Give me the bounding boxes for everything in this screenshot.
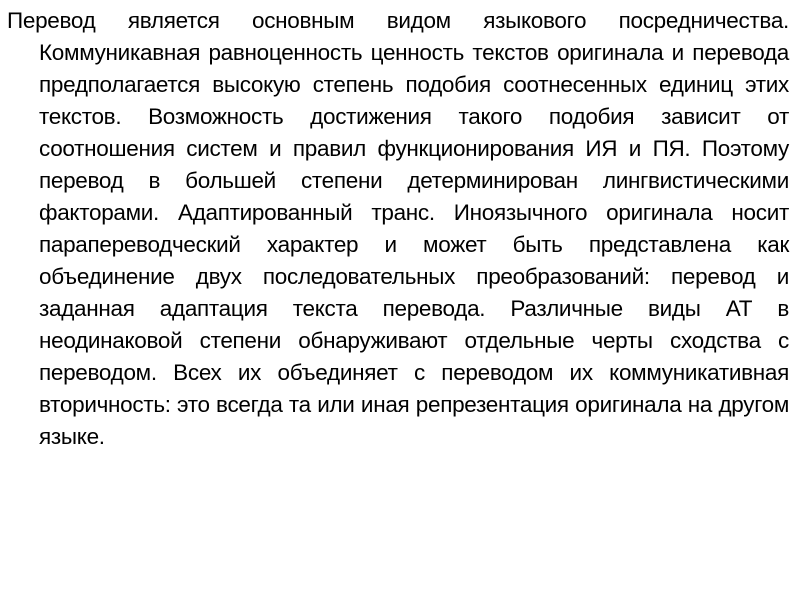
body-paragraph: Перевод является основным видом языкового посредничества. Коммуникавная равноценность ценность текстов оригинала и перевода предполагается высокую степень подобия соотнесенных единиц этих текстов. Возможность достижения такого подобия зависит от соотношения систем и правил функционирования ИЯ и ПЯ. Поэтому перевод в большей степени детерминирован лингвистическими факторами. Адаптированный транс. Иноязычного оригинала носит парапереводческий характер и может быть представлена как объединение двух последовательных преобразований: перевод и заданная адаптация текста перевода. Различные виды АТ в неодинаковой степени обнаруживают отдельные черты сходства с переводом. Всех их объединяет с переводом их коммуникативная вторичность: это всегда та или иная репрезентация оригинала на другом языке. — [7, 8, 789, 449]
